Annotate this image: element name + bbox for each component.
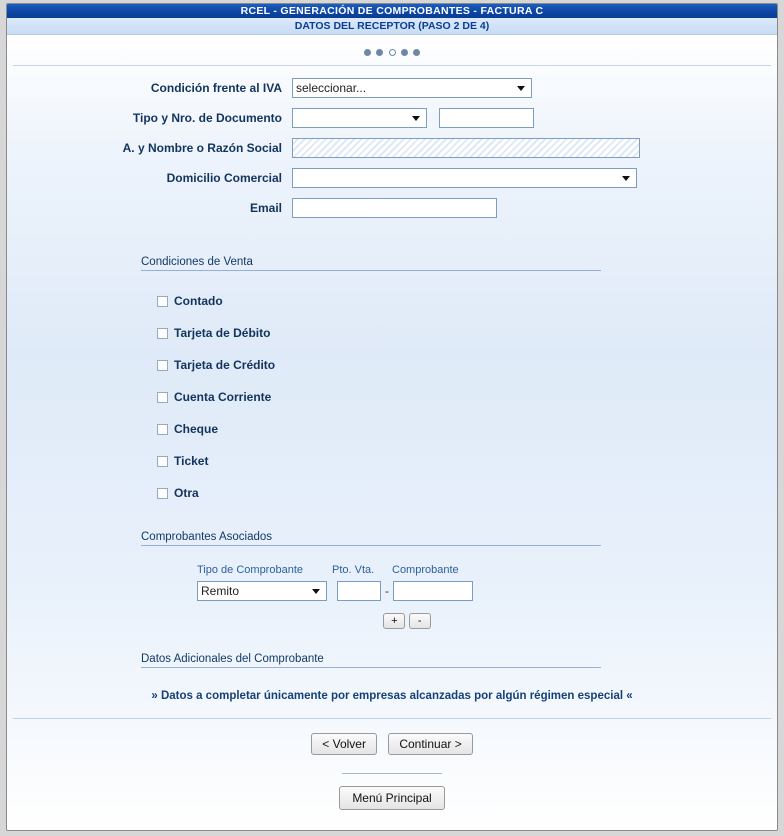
associated-comprobante-input[interactable] xyxy=(393,581,473,601)
step-dot-2 xyxy=(376,49,383,56)
label-name: A. y Nombre o Razón Social xyxy=(122,141,282,155)
step-indicator xyxy=(7,35,777,65)
checkbox-icon[interactable] xyxy=(157,296,168,307)
field-row-document xyxy=(7,108,777,128)
application-window xyxy=(6,3,778,831)
page-content xyxy=(7,35,777,831)
checkbox-label: Contado xyxy=(174,294,223,308)
checkbox-row-contado[interactable] xyxy=(157,285,777,317)
document-type-select[interactable] xyxy=(292,108,427,128)
checkbox-row-tarjeta-debito[interactable] xyxy=(157,317,777,349)
associated-row-controls xyxy=(37,613,777,629)
step-dot-5 xyxy=(413,49,420,56)
dash-separator: - xyxy=(385,584,389,598)
sale-conditions-list xyxy=(157,285,777,509)
address-select-wrapper xyxy=(292,168,637,188)
label-iva: Condición frente al IVA xyxy=(150,81,282,95)
main-menu-container xyxy=(7,786,777,810)
label-address: Domicilio Comercial xyxy=(166,171,282,185)
continue-button[interactable]: Continuar > xyxy=(388,733,472,755)
label-document: Tipo y Nro. de Documento xyxy=(132,111,282,125)
additional-data-title: Datos Adicionales del Comprobante xyxy=(141,653,601,668)
associated-pto-vta-input[interactable] xyxy=(337,581,381,601)
checkbox-label: Cuenta Corriente xyxy=(174,390,272,404)
back-button[interactable]: < Volver xyxy=(311,733,377,755)
checkbox-icon[interactable] xyxy=(157,360,168,371)
page-subtitle: DATOS DEL RECEPTOR (PASO 2 DE 4) xyxy=(7,18,777,35)
additional-data-section xyxy=(7,653,777,702)
associated-row xyxy=(197,581,777,601)
checkbox-label: Tarjeta de Crédito xyxy=(174,358,276,372)
checkbox-label: Cheque xyxy=(174,422,219,436)
field-row-name xyxy=(7,138,777,158)
associated-type-select-wrapper xyxy=(197,581,327,601)
associated-columns-header xyxy=(197,564,777,576)
associated-type-select[interactable] xyxy=(197,581,327,601)
checkbox-row-ticket[interactable] xyxy=(157,445,777,477)
iva-select-wrapper xyxy=(292,78,532,98)
checkbox-icon[interactable] xyxy=(157,392,168,403)
checkbox-icon[interactable] xyxy=(157,328,168,339)
additional-data-note: » Datos a completar únicamente por empresas alcanzadas por algún régimen especial « xyxy=(151,690,633,702)
column-header-type: Tipo de Comprobante xyxy=(197,564,303,576)
field-row-address xyxy=(7,168,777,188)
associated-documents-title: Comprobantes Asociados xyxy=(141,531,601,546)
associated-documents-section xyxy=(7,531,777,629)
checkbox-row-cheque[interactable] xyxy=(157,413,777,445)
name-input-disabled[interactable] xyxy=(292,138,640,158)
document-type-select-wrapper xyxy=(292,108,427,128)
add-row-button[interactable]: + xyxy=(383,613,405,629)
step-dot-4 xyxy=(401,49,408,56)
step-dot-1 xyxy=(364,49,371,56)
checkbox-icon[interactable] xyxy=(157,456,168,467)
step-dot-3 xyxy=(389,49,396,56)
window-title: RCEL - GENERACIÓN DE COMPROBANTES - FACTURA C xyxy=(7,4,777,18)
iva-select[interactable] xyxy=(292,78,532,98)
sale-conditions-section xyxy=(7,256,777,509)
document-number-input[interactable] xyxy=(439,108,534,128)
field-row-email xyxy=(7,198,777,218)
checkbox-label: Otra xyxy=(174,486,199,500)
navigation-buttons xyxy=(7,733,777,755)
checkbox-label: Tarjeta de Débito xyxy=(174,326,271,340)
remove-row-button[interactable]: - xyxy=(409,613,431,629)
checkbox-label: Ticket xyxy=(174,454,209,468)
checkbox-row-tarjeta-credito[interactable] xyxy=(157,349,777,381)
email-input[interactable] xyxy=(292,198,497,218)
field-row-iva xyxy=(7,78,777,98)
checkbox-row-cuenta-corriente[interactable] xyxy=(157,381,777,413)
footer-divider xyxy=(13,718,771,719)
label-email: Email xyxy=(249,201,282,215)
column-header-pto-vta: Pto. Vta. xyxy=(332,564,375,576)
menu-divider xyxy=(342,773,442,774)
checkbox-icon[interactable] xyxy=(157,424,168,435)
checkbox-icon[interactable] xyxy=(157,488,168,499)
sale-conditions-title: Condiciones de Venta xyxy=(141,256,601,271)
address-select[interactable] xyxy=(292,168,637,188)
header-divider xyxy=(13,65,771,66)
main-menu-button[interactable]: Menú Principal xyxy=(339,786,444,810)
column-header-comprobante: Comprobante xyxy=(392,564,459,576)
checkbox-row-otra[interactable] xyxy=(157,477,777,509)
